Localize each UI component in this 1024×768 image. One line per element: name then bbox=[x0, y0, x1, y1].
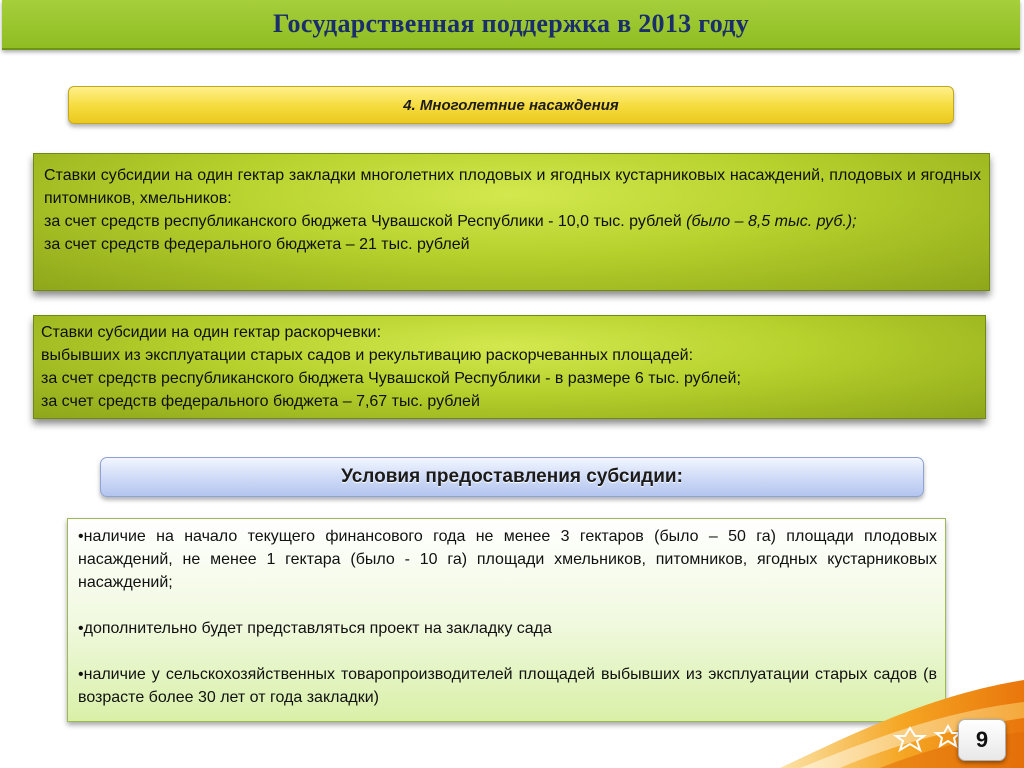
page-title: Государственная поддержка в 2013 году bbox=[272, 9, 750, 38]
planting-republic-rate-text: за счет средств республиканского бюджета Чувашской Республики - 10,0 тыс. рублей bbox=[44, 213, 687, 230]
planting-rates-heading: Ставки субсидии на один гектар закладки многолетних плодовых и ягодных кустарниковых насаждений, плодовых и ягодных питомников, хмельников: bbox=[44, 167, 981, 207]
planting-republic-rate bbox=[44, 210, 981, 233]
title-bar bbox=[2, 0, 1020, 50]
condition-item: •наличие на начало текущего финансового года не менее 3 гектаров (было – 50 га) площади плодовых насаждений, не менее 1 гектара (было - 10 га) площади хмельников, питомников, ягодных кустарниковых насаждений; bbox=[78, 528, 937, 591]
planting-subsidy-box bbox=[33, 153, 990, 291]
uprooting-description: выбывших из эксплуатации старых садов и рекультивацию раскорчеванных площадей: bbox=[41, 347, 694, 364]
condition-item: •дополнительно будет представляться проект на закладку сада bbox=[78, 620, 552, 637]
uprooting-federal-rate: за счет средств федерального бюджета – 7,67 тыс. рублей bbox=[41, 393, 480, 410]
uprooting-republic-rate: за счет средств республиканского бюджета Чувашской Республики - в размере 6 тыс. рублей; bbox=[41, 370, 741, 387]
conditions-label: Условия предоставления субсидии: bbox=[100, 457, 924, 497]
planting-federal-rate: за счет средств федерального бюджета – 21 тыс. рублей bbox=[44, 236, 470, 253]
condition-item: •наличие у сельскохозяйственных товаропроизводителей площадей выбывших из эксплуатации старых садов (в возрасте более 30 лет от года закладки) bbox=[78, 666, 937, 706]
page-number-badge: 9 bbox=[958, 719, 1006, 761]
uprooting-rates-heading: Ставки субсидии на один гектар раскорчевки: bbox=[41, 324, 382, 341]
planting-previous-rate: (было – 8,5 тыс. руб.); bbox=[686, 213, 857, 230]
section-label: 4. Многолетние насаждения bbox=[68, 86, 954, 124]
uprooting-subsidy-box bbox=[33, 315, 986, 419]
